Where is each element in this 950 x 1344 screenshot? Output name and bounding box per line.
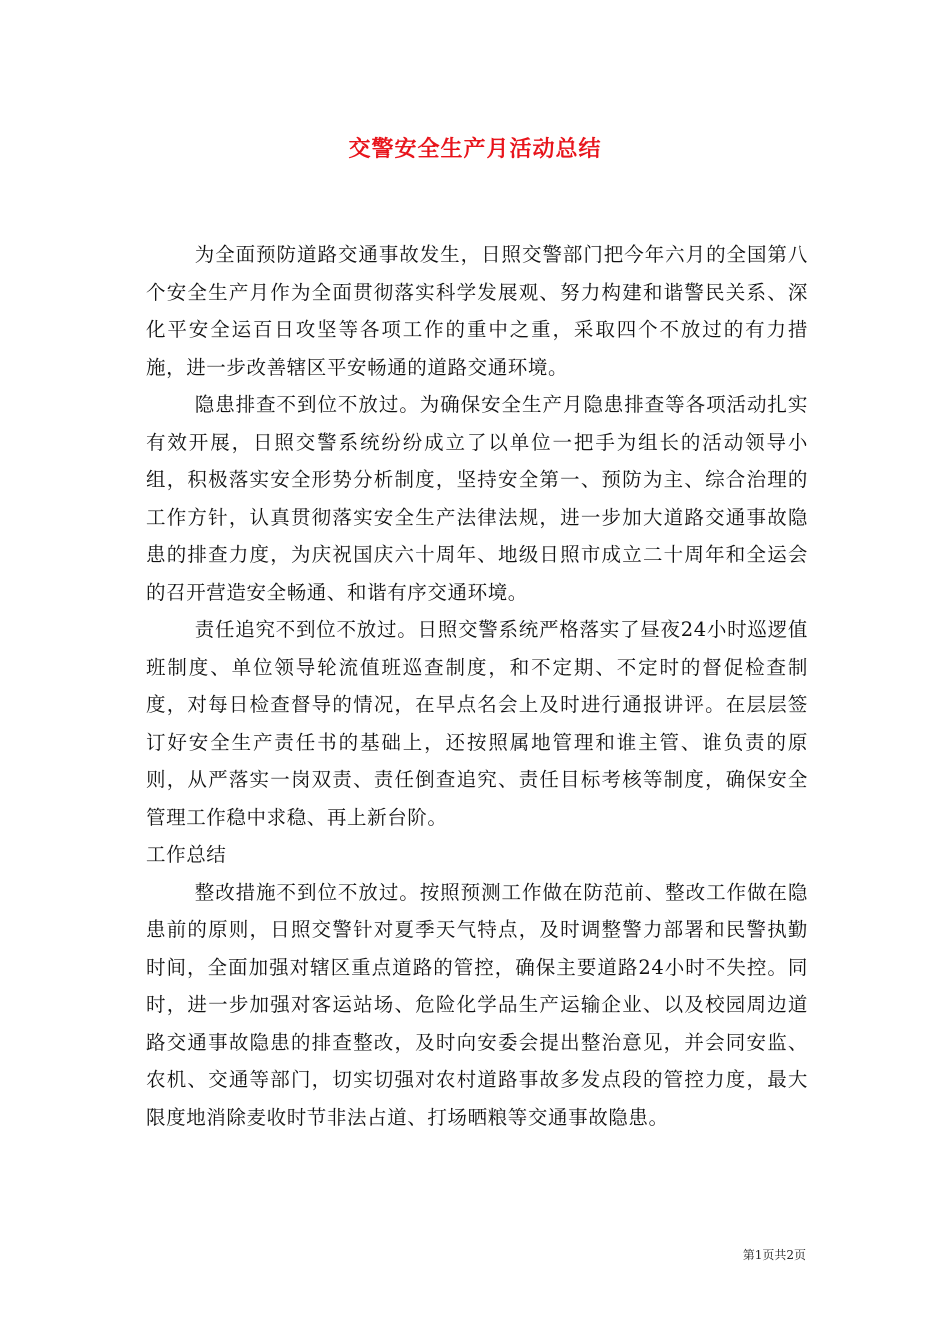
page-number-footer: 第1页共2页	[742, 1248, 806, 1262]
document-title: 交警安全生产月活动总结	[348, 136, 602, 162]
paragraph-responsibility: 责任追究不到位不放过。日照交警系统严格落实了昼夜24小时巡逻值班制度、单位领导轮流值班巡查制度，和不定期、不定时的督促检查制度，对每日检查督导的情况，在早点名会上及时进行通报讲评。在层层签订好安全生产责任书的基础上，还按照属地管理和谁主管、谁负责的原则，从严落实一岗双责、责任倒查追究、责任目标考核等制度，确保安全管理工作稳中求稳、再上新台阶。	[146, 618, 808, 829]
inline-heading-work-summary: 工作总结	[146, 843, 227, 866]
paragraph-rectification: 整改措施不到位不放过。按照预测工作做在防范前、整改工作做在隐患前的原则，日照交警针对夏季天气特点，及时调整警力部署和民警执勤时间，全面加强对辖区重点道路的管控，确保主要道路24小时不失控。同时，进一步加强对客运站场、危险化学品生产运输企业、以及校园周边道路交通事故隐患的排查整改，及时向安委会提出整治意见，并会同安监、农机、交通等部门，切实切强对农村道路事故多发点段的管控力度，最大限度地消除麦收时节非法占道、打场晒粮等交通事故隐患。	[146, 880, 808, 1129]
document-body	[146, 236, 808, 1136]
paragraph-intro: 为全面预防道路交通事故发生，日照交警部门把今年六月的全国第八个安全生产月作为全面贯彻落实科学发展观、努力构建和谐警民关系、深化平安全运百日攻坚等各项工作的重中之重，采取四个不放过的有力措施，进一步改善辖区平安畅通的道路交通环境。	[146, 243, 808, 379]
paragraph-hazard-inspection: 隐患排查不到位不放过。为确保安全生产月隐患排查等各项活动扎实有效开展，日照交警系统纷纷成立了以单位一把手为组长的活动领导小组，积极落实安全形势分析制度，坚持安全第一、预防为主、综合治理的工作方针，认真贯彻落实安全生产法律法规，进一步加大道路交通事故隐患的排查力度，为庆祝国庆六十周年、地级日照市成立二十周年和全运会的召开营造安全畅通、和谐有序交通环境。	[146, 393, 808, 604]
